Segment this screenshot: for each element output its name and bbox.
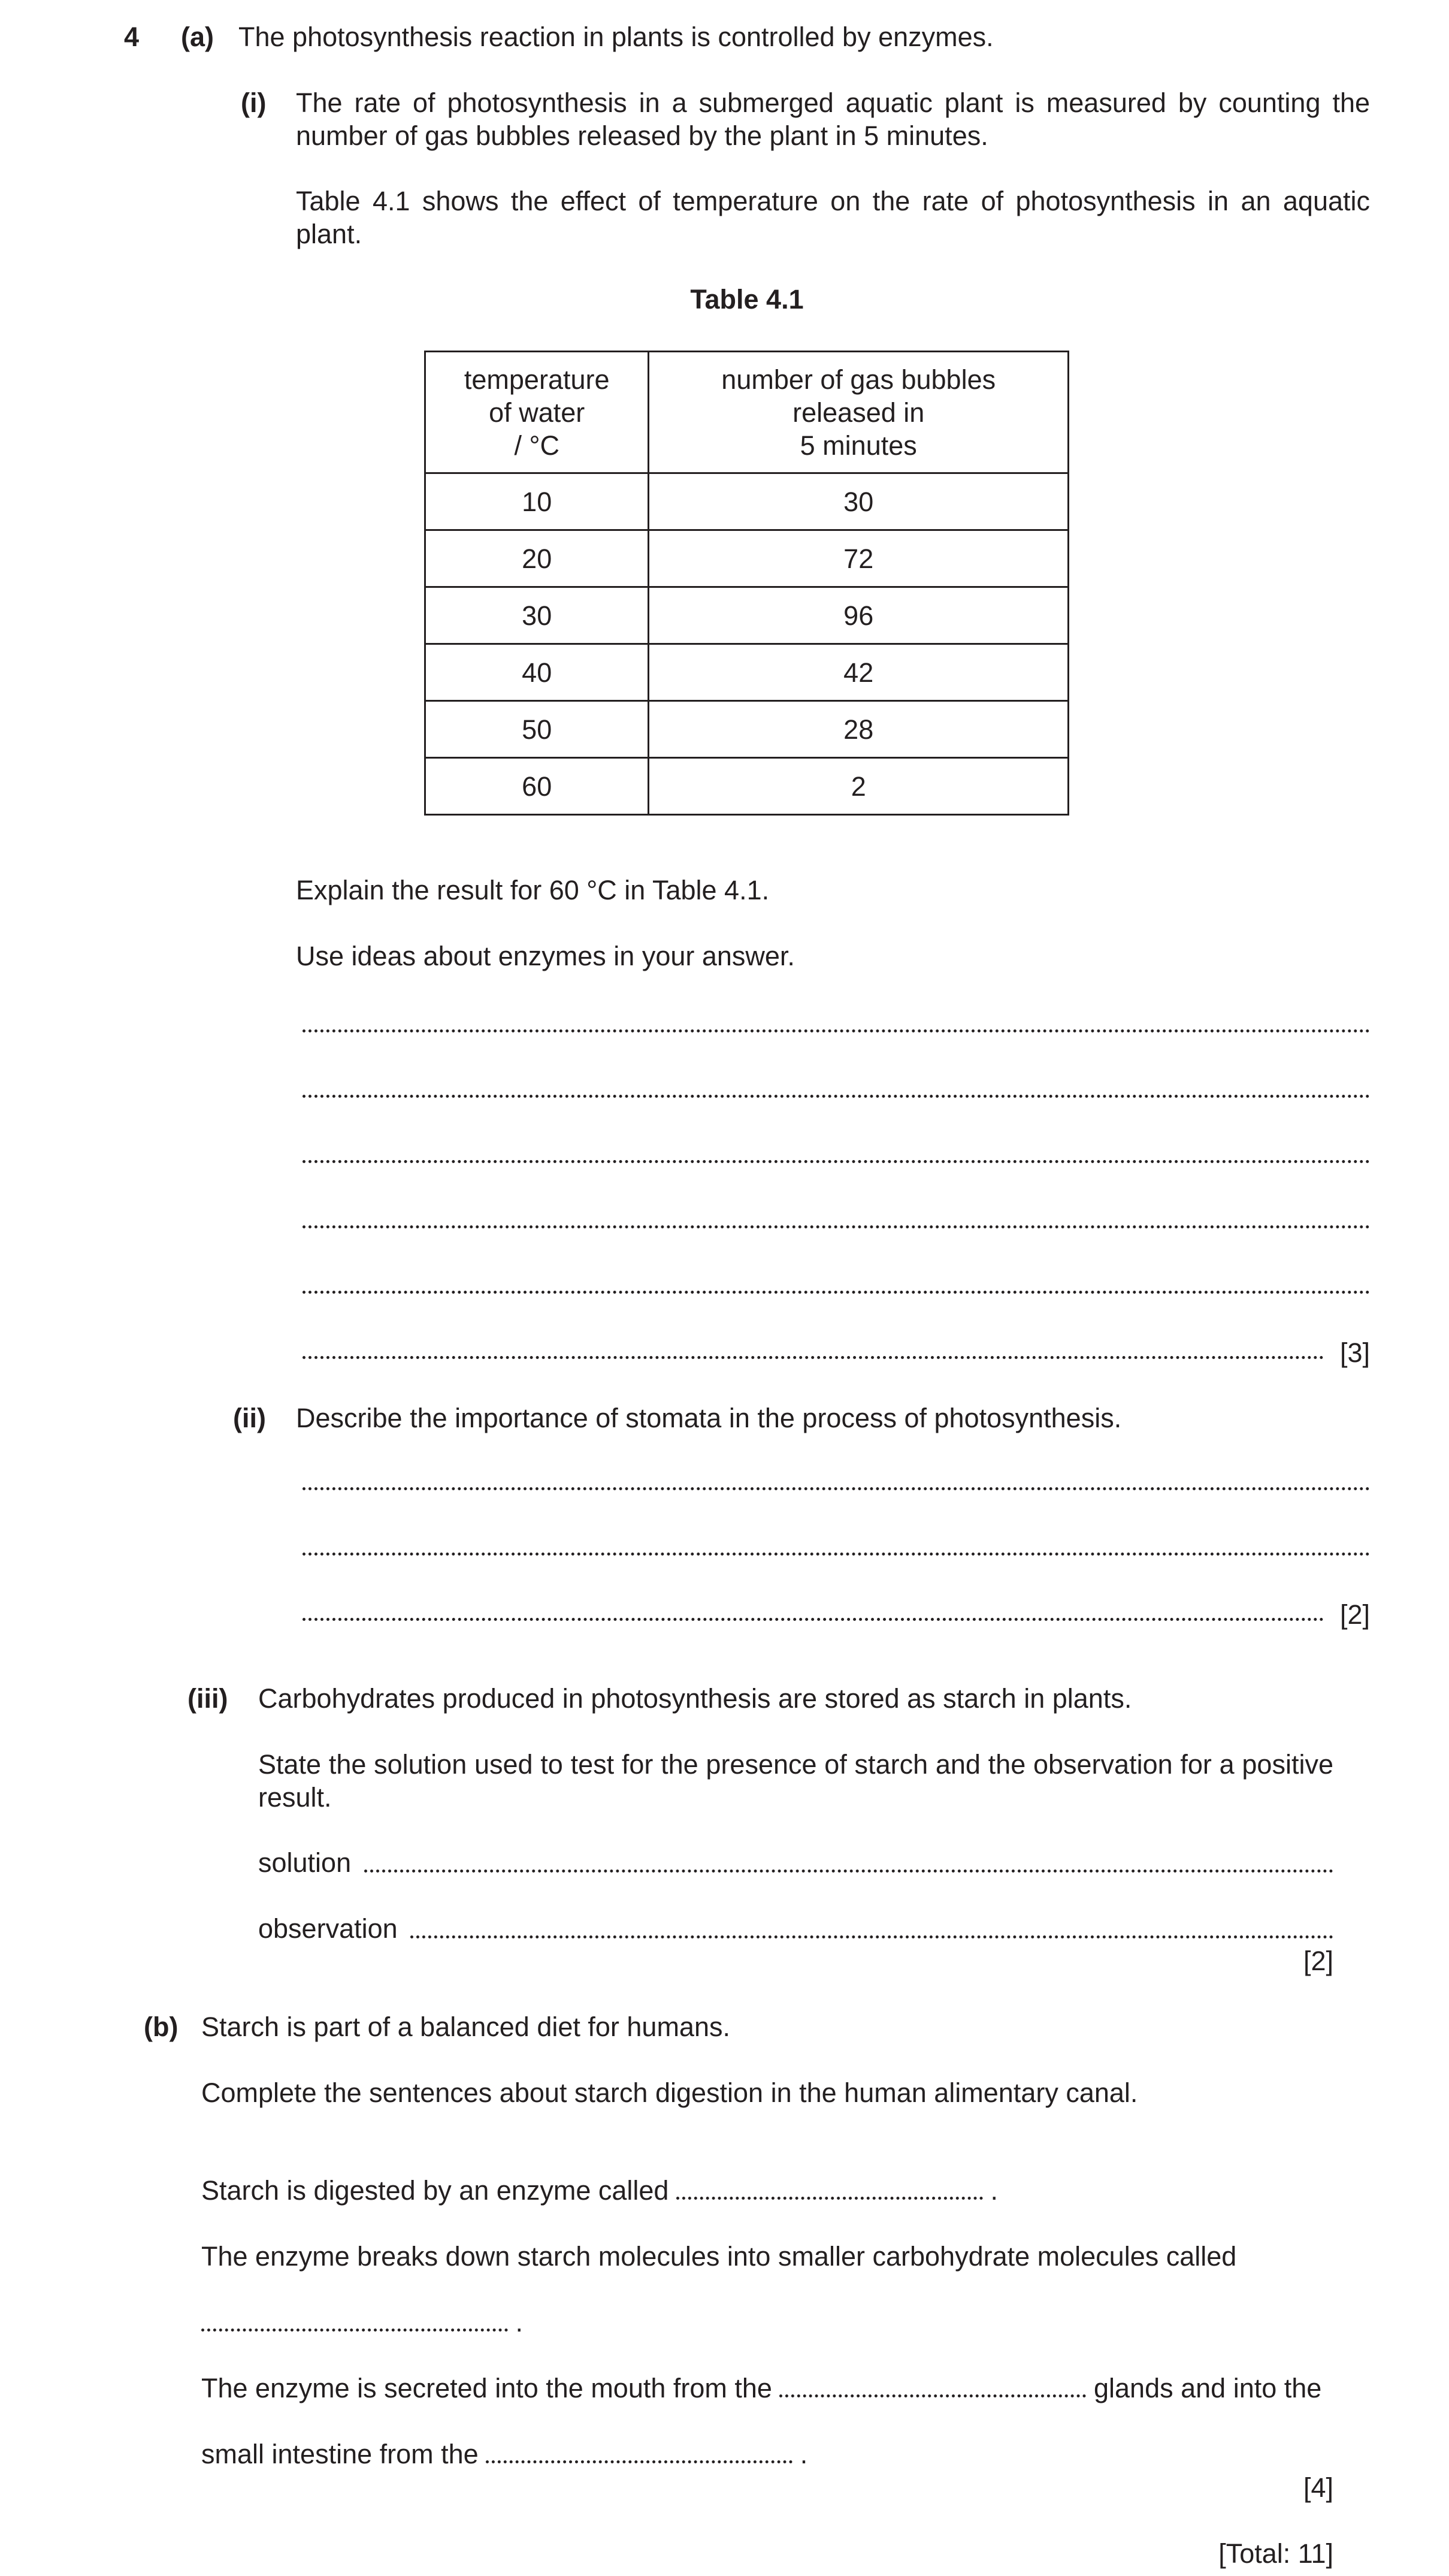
table-caption: Table 4.1 [690, 284, 804, 315]
sub-ii-prompt: Describe the importance of stomata in the process of photosynthesis. [296, 1403, 1122, 1433]
sub-i-prompt1: Explain the result for 60 °C in Table 4.1. [296, 875, 770, 905]
answer-line[interactable] [302, 1487, 1370, 1490]
table-row [425, 701, 1069, 758]
sentence-3: The enzyme is secreted into the mouth from the glands and into the [201, 2373, 1322, 2403]
answer-line[interactable] [302, 1356, 1324, 1359]
header-temperature: temperature of water / °C [425, 352, 649, 473]
solution-label: solution [258, 1847, 352, 1878]
answer-line[interactable] [302, 1291, 1370, 1294]
answer-line[interactable] [302, 1225, 1370, 1228]
sub-iii-prompt2: State the solution used to test for the presence of starch and the observation for a positive result. [258, 1749, 1333, 1813]
marks-sub-ii: [2] [1339, 1599, 1370, 1630]
cell-bubbles: 2 [649, 758, 1069, 815]
products-blank[interactable] [201, 2329, 508, 2332]
sentence-2: The enzyme breaks down starch molecules into smaller carbohydrate molecules called [201, 2241, 1237, 2272]
cell-temperature: 30 [425, 587, 649, 644]
table-row [425, 473, 1069, 530]
cell-temperature: 20 [425, 530, 649, 587]
sub-i-para1: The rate of photosynthesis in a submerged aquatic plant is measured by counting the number of gas bubbles released by the plant in 5 minutes. [296, 87, 1370, 151]
answer-line[interactable] [302, 1553, 1370, 1556]
sub-i-label: (i) [241, 87, 267, 118]
marks-sub-iii: [2] [1303, 1946, 1333, 1976]
sub-ii-label: (ii) [233, 1403, 266, 1433]
cell-bubbles: 30 [649, 473, 1069, 530]
answer-line[interactable] [302, 1160, 1370, 1163]
part-b-instruction: Complete the sentences about starch digestion in the human alimentary canal. [201, 2077, 1138, 2108]
data-table [424, 351, 1069, 816]
sub-i-prompt2: Use ideas about enzymes in your answer. [296, 941, 795, 971]
cell-temperature: 50 [425, 701, 649, 758]
question-number: 4 [124, 22, 140, 52]
cell-bubbles: 72 [649, 530, 1069, 587]
sentence-4: small intestine from the . [201, 2439, 808, 2469]
observation-label: observation [258, 1913, 398, 1944]
organ-blank[interactable] [486, 2460, 792, 2463]
gland-blank[interactable] [779, 2394, 1086, 2397]
table-row [425, 587, 1069, 644]
part-b-label: (b) [144, 2012, 179, 2042]
enzyme-name-blank[interactable] [676, 2197, 983, 2200]
marks-part-b: [4] [1303, 2472, 1333, 2503]
cell-bubbles: 42 [649, 644, 1069, 701]
sub-iii-prompt1: Carbohydrates produced in photosynthesis are stored as starch in plants. [258, 1683, 1132, 1714]
solution-answer-line[interactable] [364, 1870, 1333, 1873]
answer-line[interactable] [302, 1029, 1370, 1032]
part-a-label: (a) [181, 22, 214, 52]
sentence-1: Starch is digested by an enzyme called . [201, 2175, 998, 2206]
table-row [425, 644, 1069, 701]
table-row [425, 758, 1069, 815]
marks-sub-i: [3] [1339, 1337, 1370, 1368]
total-marks: [Total: 11] [1218, 2538, 1333, 2569]
observation-answer-line[interactable] [410, 1935, 1333, 1938]
answer-line[interactable] [302, 1095, 1370, 1098]
table-row [425, 530, 1069, 587]
cell-temperature: 60 [425, 758, 649, 815]
part-a-stem: The photosynthesis reaction in plants is controlled by enzymes. [238, 22, 994, 52]
sentence-2-blank-line: . [201, 2306, 523, 2339]
part-b-stem: Starch is part of a balanced diet for humans. [201, 2012, 730, 2042]
cell-temperature: 10 [425, 473, 649, 530]
answer-line[interactable] [302, 1618, 1324, 1621]
sub-iii-label: (iii) [187, 1683, 228, 1714]
cell-bubbles: 28 [649, 701, 1069, 758]
cell-temperature: 40 [425, 644, 649, 701]
cell-bubbles: 96 [649, 587, 1069, 644]
header-gas-bubbles: number of gas bubbles released in 5 minutes [649, 352, 1069, 473]
sub-i-para2: Table 4.1 shows the effect of temperature on the rate of photosynthesis in an aquatic plant. [296, 186, 1370, 249]
